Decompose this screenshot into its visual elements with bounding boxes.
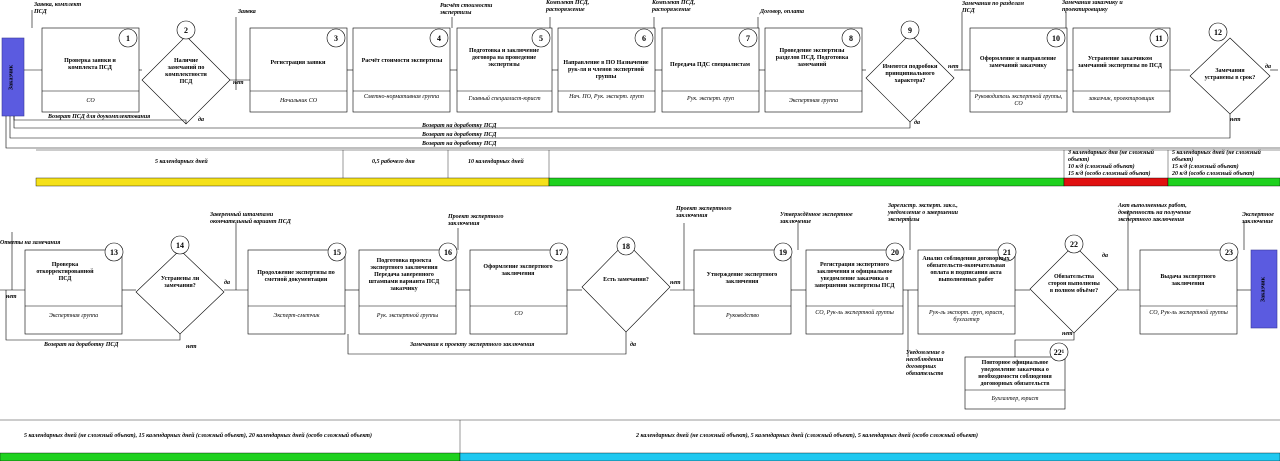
end-label: Заказчик bbox=[1260, 276, 1267, 303]
step-7-title: Передача ПДС специалистам bbox=[670, 62, 750, 68]
duration-1: 5 календарных дней bbox=[155, 159, 208, 165]
step-9-number: 9 bbox=[908, 26, 912, 35]
step-20-title: Регистрация экспертного заключения и официальное уведомление заказчика о завершении экспертизы ПСД bbox=[814, 262, 895, 289]
step-19-role: Руководство bbox=[726, 313, 759, 319]
duration-row2-1: 5 календарных дней (не сложный объект), 15 календарных дней (сложный объект), 20 календарных дней (особо сложный объект) bbox=[24, 433, 372, 439]
step-12-no: нет bbox=[1230, 117, 1241, 123]
step-12-number: 12 bbox=[1214, 28, 1222, 37]
return-rework-label-2: Возврат на доработку ПСД bbox=[422, 132, 497, 138]
step-10-doc: Замечания по разделам ПСД bbox=[962, 1, 1024, 14]
step-18-title: Есть замечания? bbox=[603, 277, 649, 283]
step-9-title: Имеются подробоки принципиального характера? bbox=[882, 64, 938, 84]
step-21-role: Рук-ль экспорт. груп, юрист, бухгалтер bbox=[929, 310, 1004, 323]
step-19-title: Утверждение экспертного заключения bbox=[706, 272, 778, 285]
step-4-title: Расчёт стоимости экспертизы bbox=[361, 58, 443, 64]
step-5-doc: Комплект ПСД, распоряжение bbox=[546, 0, 590, 13]
step-6-title: Направление в ПО Назначение рук-ля и членов экспертной группы bbox=[563, 60, 649, 80]
step-8-title: Проведение экспертизы разделов ПСД. Подготовка замечаний bbox=[775, 48, 849, 68]
step-6-role: Нач. ПО, Рук. эксперт. групп bbox=[569, 94, 644, 100]
step-13-title: Проверка откорректированной ПСД bbox=[36, 262, 94, 282]
step-10-role: Руководитель экспертной группы, СО bbox=[974, 94, 1063, 107]
duration-5c: 20 к/д (особо сложный объект) bbox=[1172, 171, 1255, 177]
step-11-number: 11 bbox=[1155, 34, 1163, 43]
step-23-doc: Акт выполненных работ, доверенность на получение экспертного заключения bbox=[1118, 203, 1191, 223]
step-8-role: Экспертная группа bbox=[788, 98, 839, 104]
step-3-title: Регистрация заявки bbox=[270, 60, 326, 66]
step-6-number: 6 bbox=[642, 34, 646, 43]
step-7-role: Рук. эксперт. груп bbox=[687, 96, 734, 102]
step-10-title: Оформление и направление замечаний заказчику bbox=[979, 56, 1057, 69]
step-12-yes: да bbox=[1265, 64, 1271, 70]
step-3-number: 3 bbox=[334, 34, 338, 43]
duration-bar-green-2 bbox=[1168, 178, 1280, 186]
step-4-role: Сметно-нормативная группа bbox=[363, 94, 440, 100]
step-18-yes: да bbox=[630, 342, 636, 348]
step-23-box bbox=[1140, 250, 1237, 334]
step-13-role: Экспертная группа bbox=[48, 313, 99, 319]
duration-3: 10 календарных дней bbox=[468, 159, 524, 165]
duration-5b: 15 к/д (сложный объект) bbox=[1172, 164, 1239, 170]
step-18-diamond bbox=[582, 242, 670, 332]
step-22-title: Обязательства сторон выполнены в полном объёме? bbox=[1048, 274, 1100, 294]
start-label: Заказчик bbox=[8, 64, 15, 91]
step-14-yes: да bbox=[224, 280, 230, 286]
step-1-title: Проверка заявки и комплекта ПСД bbox=[64, 58, 116, 71]
step-11-doc: Замечания заказчику и проектировщику bbox=[1062, 0, 1123, 13]
duration-bar-cyan-row2 bbox=[460, 453, 1280, 461]
step-11-title: Устранение заказчиком замечаний экспертизы по ПСД bbox=[1078, 56, 1162, 69]
step-22-yes: да bbox=[1102, 253, 1108, 259]
step-7-doc: Договор, оплата bbox=[760, 9, 804, 15]
step-22-1-number: 22¹ bbox=[1053, 348, 1065, 357]
step-20-doc: Утверждённое экспертное заключение bbox=[780, 212, 853, 225]
step-20-number: 20 bbox=[891, 248, 899, 257]
step-14-left-no: нет bbox=[6, 294, 17, 300]
step-17-role: СО bbox=[514, 311, 523, 317]
step-6-doc: Комплект ПСД, распоряжение bbox=[652, 0, 696, 13]
step-22-number: 22 bbox=[1070, 240, 1078, 249]
duration-4c: 15 к/д (особо сложный объект) bbox=[1068, 171, 1151, 177]
return-rework-label-1: Возврат на доработку ПСД bbox=[422, 123, 497, 129]
step-20-role: СО, Рук-ль экспертной группы bbox=[815, 310, 894, 316]
duration-4a: 3 календарных дня (не сложный объект) bbox=[1068, 150, 1154, 163]
step-21-doc: Зарегистр. эксперт. закл., уведомление о завершении экспертизы bbox=[888, 203, 958, 223]
step-2-number: 2 bbox=[184, 26, 188, 35]
step-23-role: СО, Рук-ль экспертной группы bbox=[1149, 310, 1228, 316]
step-3-role: Начальник СО bbox=[279, 98, 318, 104]
end-doc: Экспертное заключение bbox=[1242, 212, 1274, 225]
step-17-box bbox=[470, 250, 567, 334]
step-18-no: нет bbox=[670, 280, 681, 286]
step-10-number: 10 bbox=[1052, 34, 1060, 43]
step-9-no: нет bbox=[948, 64, 959, 70]
duration-4b: 10 к/д (сложный объект) bbox=[1068, 164, 1135, 170]
step-14-diamond bbox=[136, 250, 224, 334]
step-15-box bbox=[248, 250, 345, 334]
step-23-title: Выдача экспертного заключения bbox=[1160, 274, 1216, 287]
step-22-1-doc: Уведомление о несоблюдении договорных обязательств bbox=[906, 350, 945, 377]
step-22-1-title: Повторное официальное уведомление заказчика о необходимости соблюдения договорных обязательств bbox=[978, 360, 1052, 387]
step-23-number: 23 bbox=[1225, 248, 1233, 257]
step-5-title: Подготовка и заключение договора на проведение экспертизы bbox=[468, 48, 540, 68]
duration-5a: 5 календарных дней (не сложный объект) bbox=[1172, 150, 1261, 163]
step-18-number: 18 bbox=[622, 242, 630, 251]
step-17-title: Оформление экспертного заключения bbox=[483, 264, 553, 277]
step-19-doc: Проект экспертного заключения bbox=[676, 206, 732, 219]
step-17-doc: Проект экспертного заключения bbox=[448, 214, 504, 227]
step-14-no: нет bbox=[186, 344, 197, 350]
step-22-1-role: Бухгалтер, юрист bbox=[991, 396, 1039, 402]
step-11-role: заказчик, проектировщик bbox=[1088, 96, 1155, 102]
step-14-number: 14 bbox=[176, 241, 184, 250]
step-15-doc: Заверенный штампами окончательный вариант ПСД bbox=[210, 212, 291, 225]
step-13-number: 13 bbox=[110, 248, 118, 257]
step-21-title: Анализ соблюдения договорных обязательств-окончательная оплата и подписания акта выполненных работ bbox=[922, 256, 1010, 283]
step-15-role: Эксперт-сметчик bbox=[273, 313, 320, 319]
step-4-number: 4 bbox=[437, 34, 441, 43]
duration-bar-red bbox=[1064, 178, 1168, 186]
duration-bar-green-row2 bbox=[0, 453, 460, 461]
step-2-yes: да bbox=[198, 117, 204, 123]
step-17-number: 17 bbox=[555, 248, 563, 257]
step-13-doc: Ответы на замечания bbox=[0, 240, 61, 246]
step-16-number: 16 bbox=[444, 248, 452, 257]
step-9-yes: да bbox=[914, 120, 920, 126]
return-incomplete-label: Возврат ПСД для доукомплектования bbox=[48, 114, 151, 120]
step-1-doc: Заявка, комплект ПСД bbox=[34, 2, 82, 15]
step-4-doc: Расчёт стоимости экспертизы bbox=[440, 3, 493, 16]
step-14-title: Устранены ли замечания? bbox=[160, 276, 200, 289]
step-2-title: Наличие замечаний по комплектности ПСД bbox=[165, 58, 207, 85]
step-15-title: Продолжение экспертизы по сметной документации bbox=[257, 270, 335, 283]
step-5-role: Главный специалист-юрист bbox=[468, 96, 541, 102]
return-rework-row2-label: Возврат на доработку ПСД bbox=[44, 342, 119, 348]
step-2-no: нет bbox=[233, 80, 244, 86]
step-16-role: Рук. экспертной группы bbox=[376, 313, 439, 319]
step-16-title: Подготовка проекта экспертного заключения Передача заверенного штампами варианта ПСД заказчику bbox=[368, 258, 440, 292]
step-1-role: СО bbox=[86, 98, 95, 104]
return-rework-label-3: Возврат на доработку ПСД bbox=[422, 141, 497, 147]
step-8-number: 8 bbox=[849, 34, 853, 43]
duration-bar-green bbox=[549, 178, 1064, 186]
step-21-number: 21 bbox=[1003, 248, 1011, 257]
step-22-no: нет bbox=[1062, 331, 1073, 337]
duration-row2-2: 2 календарных дней (не сложный объект), 5 календарных дней (сложный объект), 5 календарных дней (особо сложный объект) bbox=[636, 433, 978, 439]
step-19-box bbox=[694, 250, 791, 334]
step-19-number: 19 bbox=[779, 248, 787, 257]
step-1-number: 1 bbox=[126, 34, 130, 43]
step-5-number: 5 bbox=[539, 34, 543, 43]
step-3-doc: Заявка bbox=[238, 9, 256, 15]
step-15-number: 15 bbox=[333, 248, 341, 257]
return-remarks-label: Замечания к проекту экспертного заключения bbox=[410, 342, 535, 348]
step-12-title: Замечания устранены в срок? bbox=[1204, 68, 1256, 81]
duration-2: 0,5 рабочего дня bbox=[372, 159, 415, 165]
step-7-number: 7 bbox=[746, 34, 750, 43]
duration-bar-yellow bbox=[36, 178, 549, 186]
